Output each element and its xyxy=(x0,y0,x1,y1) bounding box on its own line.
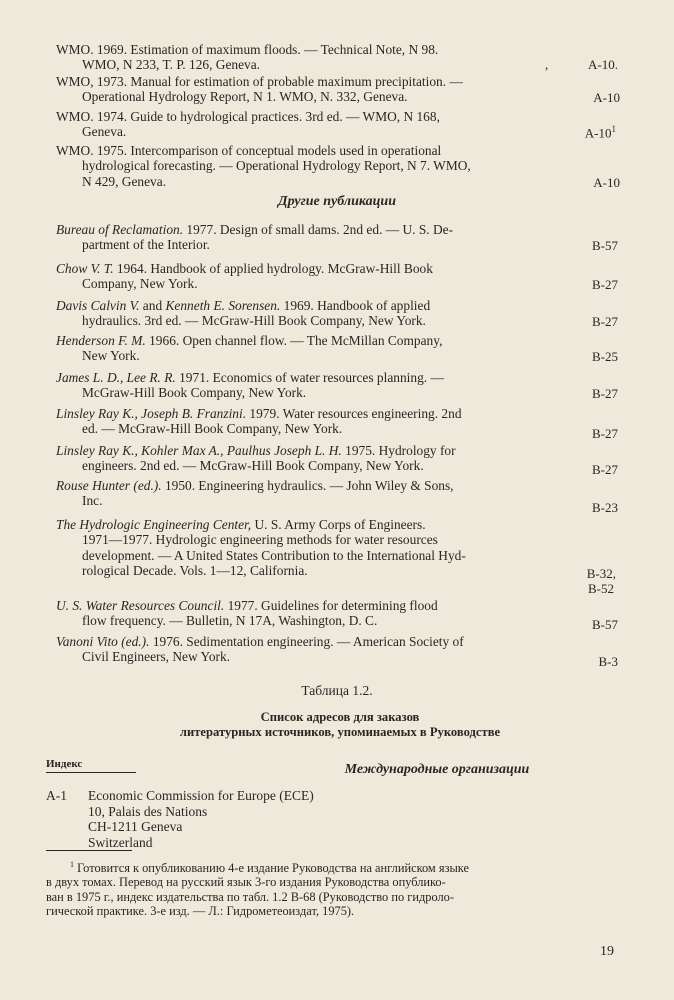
footnote-line: ван в 1975 г., индекс издательства по табл. 1.2 B-68 (Руководство по гидроло- xyxy=(46,889,455,904)
reference-entry xyxy=(56,598,580,629)
table-title-line: Список адресов для заказов xyxy=(260,710,420,724)
reference-line: engineers. 2nd ed. — McGraw-Hill Book Company, New York. xyxy=(82,458,424,474)
reference-text: 1977. Design of small dams. 2nd ed. — U. S. De- xyxy=(183,222,454,237)
stray-comma: , xyxy=(545,57,549,72)
reference-text: 1969. Handbook of applied xyxy=(280,298,431,313)
index-code: B-57 xyxy=(592,238,618,253)
reference-entry xyxy=(56,222,580,253)
reference-line: WMO, N 233, T. P. 126, Geneva. xyxy=(82,57,261,73)
reference-author: Chow V. T. xyxy=(56,261,114,276)
address-code: A-1 xyxy=(46,788,67,803)
reference-line: Operational Hydrology Report, N 1. WMO, N. 332, Geneva. xyxy=(82,89,408,105)
reference-line: hydraulics. 3rd ed. — McGraw-Hill Book Company, New York. xyxy=(82,313,426,329)
address-line: Switzerland xyxy=(88,834,153,850)
index-code: B-27 xyxy=(592,386,618,401)
index-code xyxy=(556,124,616,141)
reference-text: 1977. Guidelines for determining flood xyxy=(224,598,438,613)
page-number: 19 xyxy=(600,944,614,959)
index-code: B-52 xyxy=(588,581,614,596)
reference-line: New York. xyxy=(82,348,140,364)
address-line: CH-1211 Geneva xyxy=(88,819,183,834)
index-column-label: Индекс xyxy=(46,758,83,770)
reference-line: WMO, 1973. Manual for estimation of probable maximum precipitation. — xyxy=(56,74,463,89)
reference-entry xyxy=(56,406,580,437)
reference-text: 1966. Open channel flow. — The McMillan Company, xyxy=(145,333,443,348)
reference-text: 1975. Hydrology for xyxy=(341,443,456,458)
reference-line: WMO. 1969. Estimation of maximum floods. — Technical Note, N 98. xyxy=(56,42,439,57)
index-code: B-3 xyxy=(598,654,618,669)
index-code: A-10 xyxy=(593,175,620,190)
footnote-separator xyxy=(46,850,132,851)
index-code-text: A-10 xyxy=(584,125,612,141)
reference-author: The Hydrologic Engineering Center, xyxy=(56,517,252,532)
reference-line: McGraw-Hill Book Company, New York. xyxy=(82,385,307,401)
footnote-text: Готовится к опубликованию 4-е издание Руководства на английском языке xyxy=(74,861,470,876)
reference-line: WMO. 1975. Intercomparison of conceptual models used in operational xyxy=(56,143,442,158)
reference-entry xyxy=(56,298,580,329)
index-code: B-57 xyxy=(592,617,618,632)
reference-line: Inc. xyxy=(82,493,103,509)
reference-entry xyxy=(56,517,580,579)
reference-text: 1964. Handbook of applied hydrology. McGraw-Hill Book xyxy=(113,261,433,276)
address-line: 10, Palais des Nations xyxy=(88,803,208,819)
reference-entry xyxy=(56,109,580,140)
reference-entry xyxy=(56,42,580,73)
reference-line: Company, New York. xyxy=(82,276,198,292)
reference-author: Vanoni Vito (ed.). xyxy=(56,634,150,649)
reference-author: Linsley Ray K., Joseph B. Franzini. xyxy=(56,406,247,421)
reference-author: James L. D., Lee R. R. xyxy=(56,370,176,385)
table-number: Таблица 1.2. xyxy=(301,683,373,698)
reference-line: Civil Engineers, New York. xyxy=(82,649,231,665)
reference-text: 1979. Water resources engineering. 2nd xyxy=(246,406,462,421)
reference-line: ed. — McGraw-Hill Book Company, New York. xyxy=(82,421,343,437)
reference-line: 1971—1977. Hydrologic engineering methods for water resources xyxy=(82,532,438,548)
reference-entry xyxy=(56,333,580,364)
reference-entry xyxy=(56,478,580,509)
reference-entry xyxy=(56,143,580,189)
address-block xyxy=(88,788,314,850)
index-code: B-32, xyxy=(586,566,616,581)
reference-entry xyxy=(56,261,580,292)
footnote xyxy=(46,858,606,918)
reference-text: U. S. Army Corps of Engineers. xyxy=(251,517,426,532)
index-code: B-27 xyxy=(592,426,618,441)
index-code: B-27 xyxy=(592,462,618,477)
index-code: B-23 xyxy=(592,500,618,515)
reference-author: Kenneth E. Sorensen. xyxy=(165,298,281,313)
footnote-line: гической практике. 3-е изд. — Л.: Гидрометеоиздат, 1975). xyxy=(46,903,355,918)
reference-text: 1950. Engineering hydraulics. — John Wiley & Sons, xyxy=(161,478,454,493)
reference-line: development. — A United States Contribution to the International Hyd- xyxy=(82,547,466,563)
section-heading: Международные организации xyxy=(344,762,530,777)
footnote-mark: 1 xyxy=(611,124,616,134)
reference-text: 1976. Sedimentation engineering. — American Society of xyxy=(149,634,464,649)
table-title-line: литературных источников, упоминаемых в Руководстве xyxy=(179,724,501,739)
reference-entry xyxy=(56,74,580,105)
reference-line: N 429, Geneva. xyxy=(82,173,167,189)
footnote-line: в двух томах. Перевод на русский язык 3-го издания Руководства опублико- xyxy=(46,875,446,890)
reference-author: Davis Calvin V. xyxy=(56,298,140,313)
reference-line: hydrological forecasting. — Operational Hydrology Report, N 7. WMO, xyxy=(82,158,471,174)
reference-author: Bureau of Reclamation. xyxy=(56,222,184,237)
reference-line: rological Decade. Vols. 1—12, California. xyxy=(82,563,308,579)
reference-author: U. S. Water Resources Council. xyxy=(56,598,225,613)
reference-text: and xyxy=(139,298,166,313)
reference-line: Geneva. xyxy=(82,124,127,140)
reference-author: Henderson F. M. xyxy=(56,333,146,348)
reference-author: Linsley Ray K., Kohler Max A., Paulhus Joseph L. H. xyxy=(56,443,342,458)
index-code: B-27 xyxy=(592,314,618,329)
footnote-mark: 1 xyxy=(70,860,74,869)
index-code: B-25 xyxy=(592,349,618,364)
reference-entry xyxy=(56,634,580,665)
table-title xyxy=(60,710,620,739)
reference-line: flow frequency. — Bulletin, N 17A, Washington, D. C. xyxy=(82,613,378,629)
reference-entry xyxy=(56,370,580,401)
reference-text: 1971. Economics of water resources planning. — xyxy=(175,370,444,385)
reference-line: WMO. 1974. Guide to hydrological practices. 3rd ed. — WMO, N 168, xyxy=(56,109,440,124)
index-code: A-10. xyxy=(588,57,618,72)
reference-entry xyxy=(56,443,580,474)
reference-author: Rouse Hunter (ed.). xyxy=(56,478,162,493)
index-code: A-10 xyxy=(593,90,620,105)
reference-line: partment of the Interior. xyxy=(82,237,210,253)
index-code: B-27 xyxy=(592,277,618,292)
address-line: Economic Commission for Europe (ECE) xyxy=(88,788,314,803)
section-heading: Другие публикации xyxy=(278,194,396,209)
